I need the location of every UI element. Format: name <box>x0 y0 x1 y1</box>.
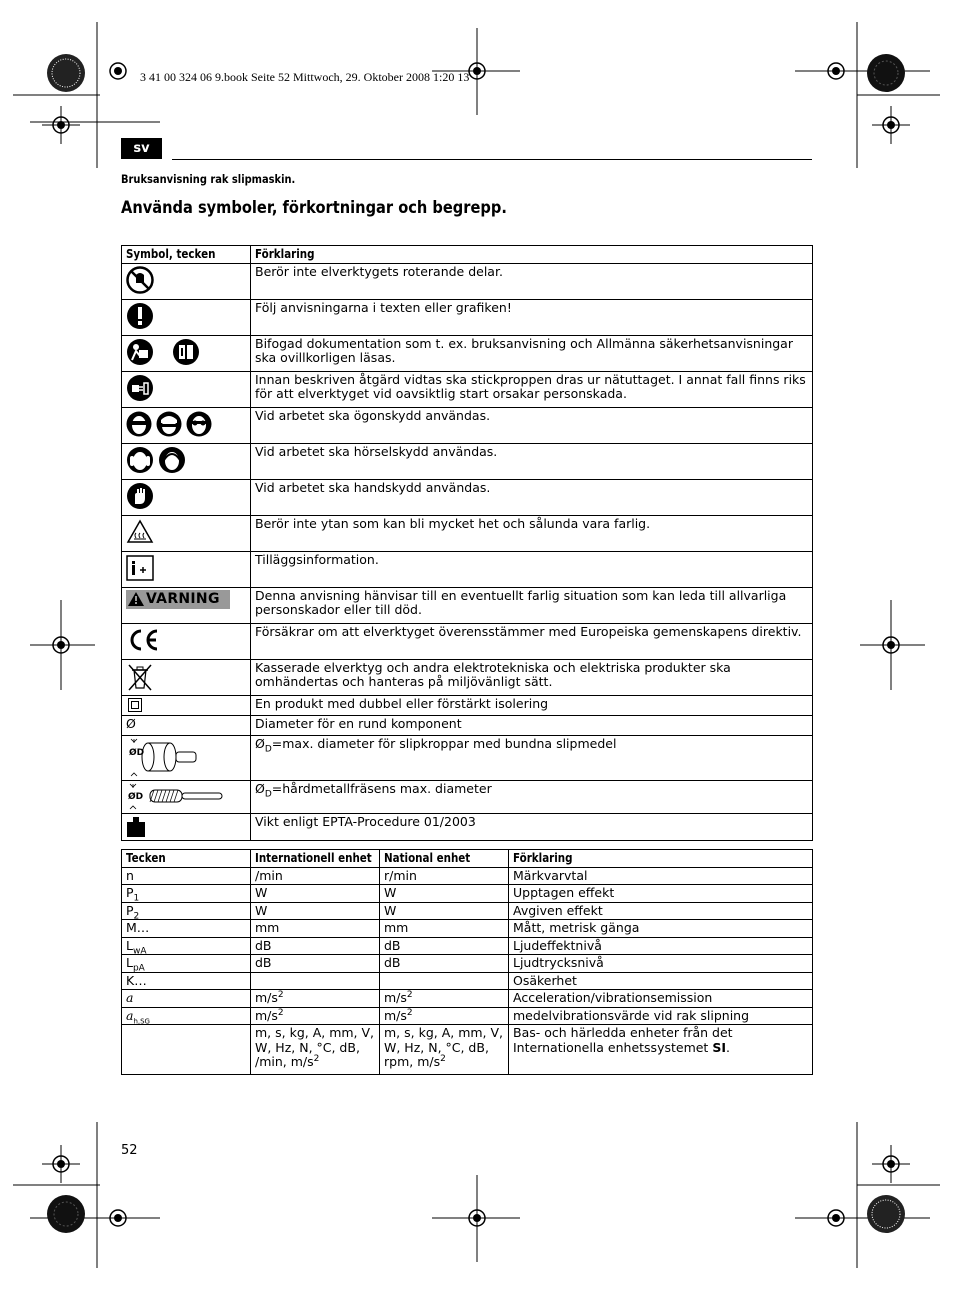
table-row <box>122 659 813 695</box>
table-row <box>122 623 813 659</box>
manual-subtitle: Bruksanvisning rak slipmaskin. <box>121 172 296 186</box>
table-row <box>122 263 813 299</box>
symbol-cell: K… <box>122 972 251 990</box>
table-row <box>122 972 813 990</box>
symbol-cell: $L_{pA}$ <box>122 955 251 973</box>
explanation: Följ anvisningarna i texten eller grafiken! <box>251 299 813 335</box>
table-row <box>122 479 813 515</box>
weight-icon <box>126 816 146 838</box>
nat-unit-cell: dB <box>380 955 509 973</box>
symbol-cell: a <box>122 990 251 1008</box>
table-row <box>122 937 813 955</box>
explanation: Acceleration/vibrationsemission <box>509 990 813 1008</box>
table-row <box>122 443 813 479</box>
nat-unit-cell: m, s, kg, A, mm, V, W, Hz, N, °C, dB, rpm, $m/s^2$ <box>380 1025 509 1075</box>
ce-mark-icon <box>126 626 160 654</box>
glove-icon <box>126 482 154 510</box>
explanation: Vid arbetet ska ögonskydd användas. <box>251 407 813 443</box>
table-row <box>122 551 813 587</box>
hot-surface-icon <box>126 518 154 546</box>
column-header: National enhet <box>380 850 509 868</box>
symbols-table <box>121 245 813 841</box>
eye-protection-icon <box>126 410 246 438</box>
explanation: Vikt enligt EPTA-Procedure 01/2003 <box>251 813 813 840</box>
table-row <box>122 299 813 335</box>
weee-bin-icon <box>126 662 154 692</box>
explanation: Bifogad dokumentation som t. ex. bruksanvisning och Allmänna säkerhetsanvisningar ska ovillkorligen läsas. <box>251 335 813 371</box>
explanation: Tilläggsinformation. <box>251 551 813 587</box>
table-header-row <box>122 850 813 868</box>
explanation: Berör inte ytan som kan bli mycket het och sålunda vara farlig. <box>251 515 813 551</box>
explanation: Bas- och härledda enheter från det Internationella enhetssystemet SI. <box>509 1025 813 1075</box>
table-row <box>122 1025 813 1075</box>
explanation: Diameter för en rund komponent <box>251 715 813 735</box>
column-header: Tecken <box>122 850 251 868</box>
table-row <box>122 867 813 885</box>
intl-unit-cell: W <box>251 902 380 920</box>
exclamation-icon <box>126 302 154 330</box>
header-rule <box>172 159 812 160</box>
explanation: Berör inte elverktygets roterande delar. <box>251 263 813 299</box>
explanation: Kasserade elverktyg och andra elektrotekniska och elektriska produkter ska omhändertas och hanteras på miljövänligt sätt. <box>251 659 813 695</box>
explanation: medelvibrationsvärde vid rak slipning <box>509 1007 813 1025</box>
nat-unit-cell: r/min <box>380 867 509 885</box>
explanation: $Ø_D=\max$. diameter för slipkroppar med bundna slipmedel <box>251 735 813 780</box>
explanation: Vid arbetet ska hörselskydd användas. <box>251 443 813 479</box>
read-manual-icon <box>126 338 246 366</box>
table-row <box>122 371 813 407</box>
print-info: 3 41 00 324 06 9.book Seite 52 Mittwoch, 29. Oktober 2008 1:20 13 <box>140 70 470 84</box>
intl-unit-cell: m, s, kg, A, mm, V, W, Hz, N, °C, dB, /min, $m/s^2$ <box>251 1025 380 1075</box>
intl-unit-cell: mm <box>251 920 380 938</box>
info-icon <box>126 554 154 582</box>
section-heading: Använda symboler, förkortningar och begrepp. <box>121 198 507 218</box>
nat-unit-cell: $m/s^2$ <box>380 990 509 1008</box>
table-row <box>122 587 813 623</box>
diameter-label: ØD <box>129 747 145 758</box>
nat-unit-cell: dB <box>380 937 509 955</box>
language-badge: sv <box>121 138 162 159</box>
table-row <box>122 735 813 780</box>
table-row <box>122 335 813 371</box>
explanation: Försäkrar om att elverktyget överensstämmer med Europeiska gemenskapens direktiv. <box>251 623 813 659</box>
column-header: Förklaring <box>509 850 813 868</box>
symbol-cell: M… <box>122 920 251 938</box>
table-row <box>122 780 813 813</box>
units-table <box>121 849 813 1075</box>
intl-unit-cell: dB <box>251 955 380 973</box>
explanation: Denna anvisning hänvisar till en eventuellt farlig situation som kan leda till allvarliga personskador eller till död. <box>251 587 813 623</box>
nat-unit-cell: W <box>380 902 509 920</box>
double-insulation-icon <box>128 698 142 712</box>
intl-unit-cell <box>251 972 380 990</box>
table-row <box>122 885 813 903</box>
explanation: Avgiven effekt <box>509 902 813 920</box>
table-row <box>122 407 813 443</box>
table-row <box>122 515 813 551</box>
grinding-wheel-diameter-icon <box>126 738 201 778</box>
table-header-row <box>122 246 813 264</box>
explanation: Vid arbetet ska handskydd användas. <box>251 479 813 515</box>
nat-unit-cell: $m/s^2$ <box>380 1007 509 1025</box>
nat-unit-cell: W <box>380 885 509 903</box>
explanation: Upptagen effekt <box>509 885 813 903</box>
intl-unit-cell: W <box>251 885 380 903</box>
table-row <box>122 955 813 973</box>
explanation: Mått, metrisk gänga <box>509 920 813 938</box>
diameter-label: ØD <box>128 791 144 802</box>
column-header: Symbol, tecken <box>122 246 251 264</box>
warning-label: VARNING <box>126 590 230 609</box>
intl-unit-cell: $m/s^2$ <box>251 1007 380 1025</box>
table-row <box>122 902 813 920</box>
table-row <box>122 990 813 1008</box>
explanation: En produkt med dubbel eller förstärkt isolering <box>251 695 813 715</box>
symbol-cell <box>122 1025 251 1075</box>
symbol-cell: n <box>122 867 251 885</box>
symbol-cell: $a_{h,SG}$ <box>122 1007 251 1025</box>
unplug-icon <box>126 374 154 402</box>
intl-unit-cell: $m/s^2$ <box>251 990 380 1008</box>
explanation: Osäkerhet <box>509 972 813 990</box>
explanation: Ljudeffektnivå <box>509 937 813 955</box>
table-row <box>122 1007 813 1025</box>
symbol-cell: $P_2$ <box>122 902 251 920</box>
nat-unit-cell: mm <box>380 920 509 938</box>
column-header: Internationell enhet <box>251 850 380 868</box>
table-row <box>122 715 813 735</box>
table-row <box>122 813 813 840</box>
explanation: Ljudtrycksnivå <box>509 955 813 973</box>
symbol-cell: $P_1$ <box>122 885 251 903</box>
intl-unit-cell: /min <box>251 867 380 885</box>
table-row <box>122 920 813 938</box>
explanation: $Ø_D=hårdmetallfräsens$ max. diameter <box>251 780 813 813</box>
carbide-cutter-diameter-icon <box>126 783 226 811</box>
explanation: Innan beskriven åtgärd vidtas ska stickproppen dras ur nätuttaget. I annat fall finns riks för att elverktyget vid oavsiktlig start orsakar personskada. <box>251 371 813 407</box>
diameter-icon: Ø <box>122 715 251 735</box>
explanation: Märkvarvtal <box>509 867 813 885</box>
intl-unit-cell: dB <box>251 937 380 955</box>
page-number: 52 <box>121 1143 138 1158</box>
ear-protection-icon <box>126 446 246 474</box>
symbol-cell: $L_{wA}$ <box>122 937 251 955</box>
nat-unit-cell <box>380 972 509 990</box>
table-row <box>122 695 813 715</box>
warning-icon <box>128 592 144 606</box>
column-header: Förklaring <box>251 246 813 264</box>
no-touch-rotating-icon <box>126 266 154 294</box>
